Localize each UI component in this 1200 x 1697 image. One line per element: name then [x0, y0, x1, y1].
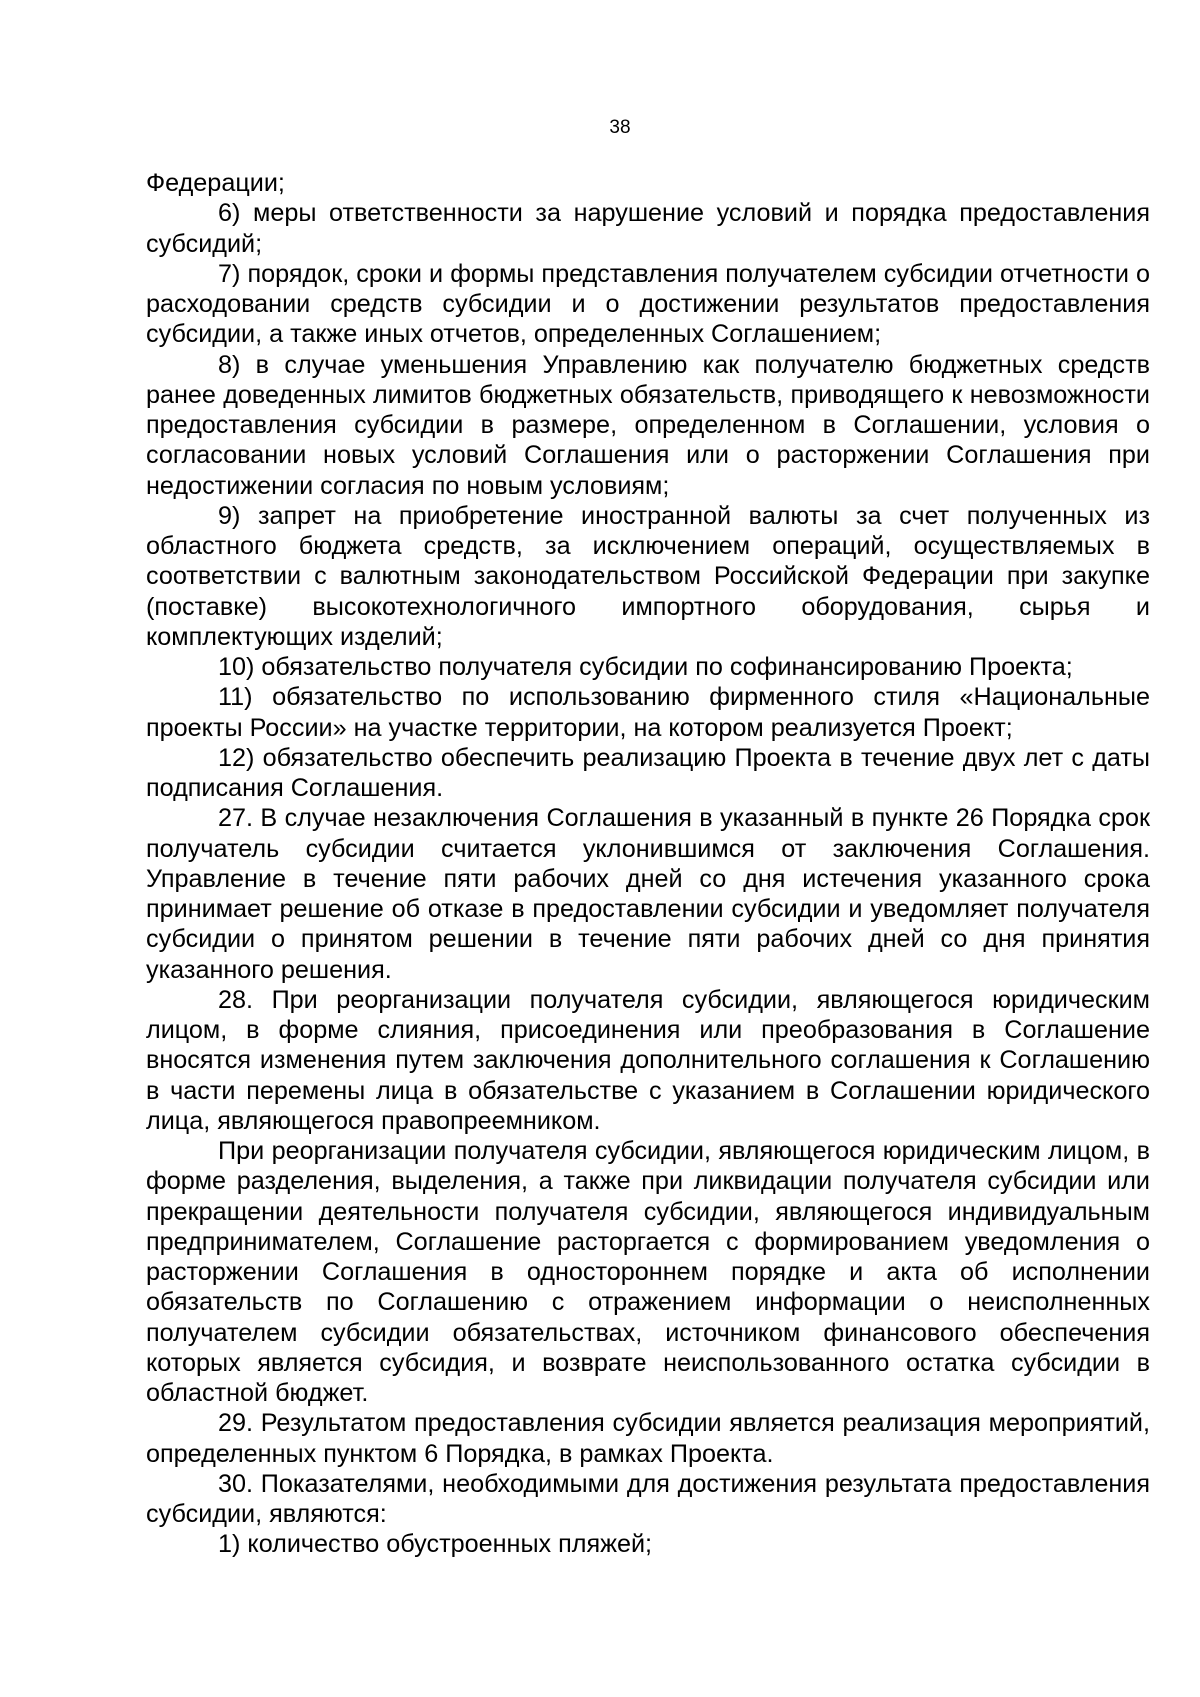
paragraph-30-item-1: 1) количество обустроенных пляжей;	[218, 1530, 653, 1559]
document-body	[146, 168, 1150, 1560]
paragraph-item-9: 9) запрет на приобретение иностранной валюты за счет полученных из областного бюджета средств, за исключением операций, осуществляемых в соответствии с валютным законодательством Российской Федерации при закупке (поставке) высокотехнологичного импортного оборудования, сырья и комплектующих изделий;	[146, 501, 1150, 651]
paragraph-27: 27. В случае незаключения Соглашения в указанный в пункте 26 Порядка срок получатель субсидии считается уклонившимся от заключения Соглашения. Управление в течение пяти рабочих дней со дня истечения указанного срока принимает решение об отказе в предоставлении субсидии и уведомляет получателя субсидии о принятом решении в течение пяти рабочих дней со дня принятия указанного решения.	[146, 804, 1150, 984]
paragraph-28-reorganization: При реорганизации получателя субсидии, являющегося юридическим лицом, в форме разделения, выделения, а также при ликвидации получателя субсидии или прекращении деятельности получателя субсидии, являющегося индивидуальным предпринимателем, Соглашение расторгается с формированием уведомления о расторжении Соглашения в одностороннем порядке и акта об исполнении обязательств по Соглашению с отражением информации о неисполненных получателем субсидии обязательствах, источником финансового обеспечения которых является субсидия, и возврате неиспользованного остатка субсидии в областной бюджет.	[146, 1137, 1150, 1407]
paragraph-item-11: 11) обязательство по использованию фирменного стиля «Национальные проекты России» на участке территории, на котором реализуется Проект;	[146, 683, 1150, 742]
paragraph-item-8: 8) в случае уменьшения Управлению как получателю бюджетных средств ранее доведенных лимитов бюджетных обязательств, приводящего к невозможности предоставления субсидии в размере, определенном в Соглашении, условия о согласовании новых условий Соглашения или о расторжении Соглашения при недостижении согласия по новым условиям;	[146, 350, 1150, 500]
paragraph-continuation: Федерации;	[146, 169, 285, 197]
paragraph-30: 30. Показателями, необходимыми для достижения результата предоставления субсидии, являются:	[146, 1469, 1150, 1528]
paragraph-28: 28. При реорганизации получателя субсидии, являющегося юридическим лицом, в форме слияния, присоединения или преобразования в Соглашение вносятся изменения путем заключения дополнительного соглашения к Соглашению в части перемены лица в обязательстве с указанием в Соглашении юридического лица, являющегося правопреемником.	[146, 985, 1150, 1135]
paragraph-item-6: 6) меры ответственности за нарушение условий и порядка предоставления субсидий;	[146, 199, 1150, 258]
paragraph-item-12: 12) обязательство обеспечить реализацию Проекта в течение двух лет с даты подписания Соглашения.	[146, 743, 1150, 802]
paragraph-29: 29. Результатом предоставления субсидии является реализация мероприятий, определенных пунктом 6 Порядка, в рамках Проекта.	[146, 1409, 1150, 1468]
page-number: 38	[609, 117, 631, 138]
paragraph-item-10: 10) обязательство получателя субсидии по софинансированию Проекта;	[218, 653, 1073, 681]
paragraph-item-7: 7) порядок, сроки и формы представления получателем субсидии отчетности о расходовании средств субсидии и о достижении результатов предоставления субсидии, а также иных отчетов, определенных Соглашением;	[146, 259, 1150, 349]
